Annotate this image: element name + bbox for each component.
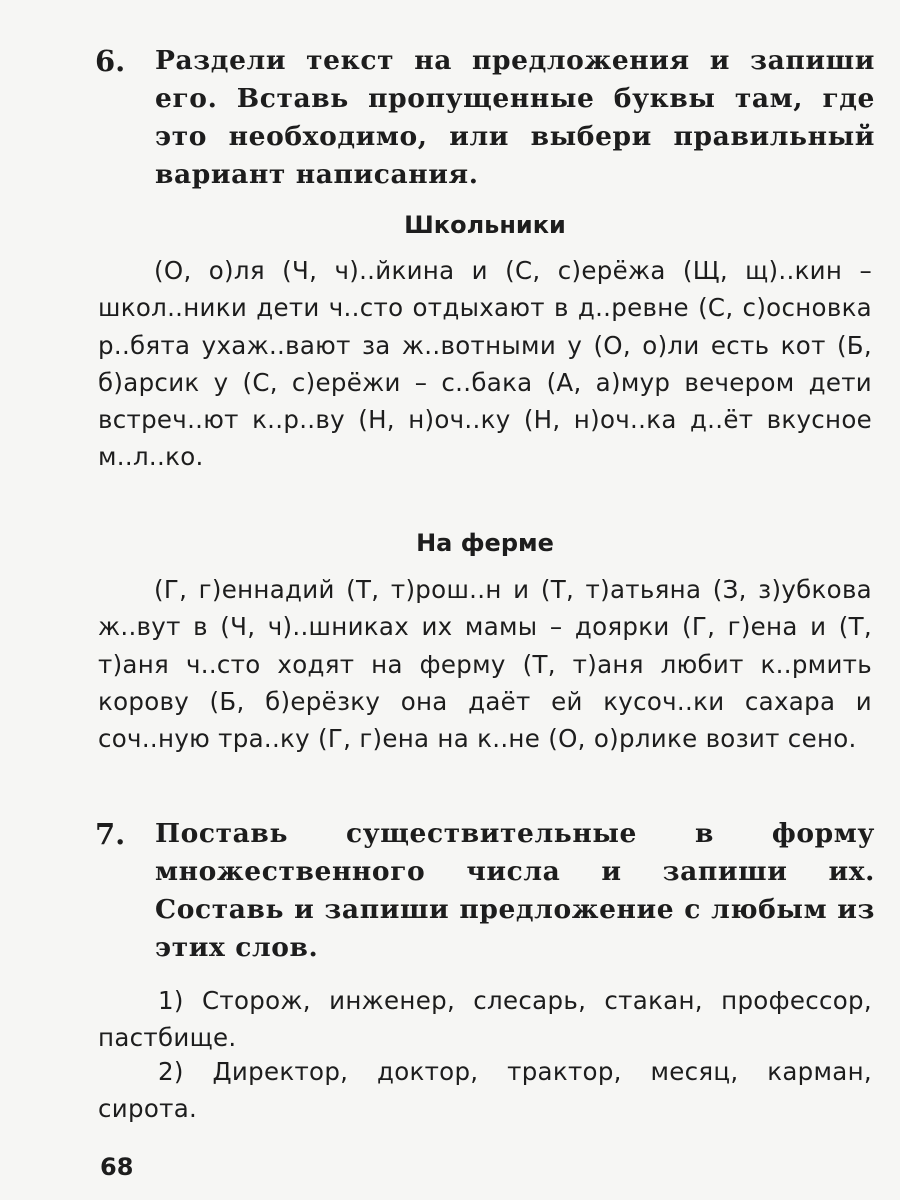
exercise-text: (Г, г)еннадий (Т, т)рош..н и (Т, т)атьяна (З, з)убкова ж..вут в (Ч, ч)..шниках их мамы – доярки (Г, г)ена и (Т, т)аня ч..сто ходят на ферму (Т, т)аня любит к..рмить корову (Б, б)ерёзку она даёт ей кусоч..ки сахара и соч..ную тра..ку (Г, г)ена на к..не (О, о)рлике возит сено. (98, 575, 872, 754)
text-title: На ферме (416, 529, 554, 557)
task-instruction: Раздели текст на предложения и запиши его. Вставь пропущенные буквы там, где это необходимо, или выбери правильный вариант написания. (155, 45, 875, 190)
task-instruction: Поставь существительные в форму множественного числа и запиши их. Составь и запиши предложение с любым из этих слов. (155, 818, 875, 963)
exercise-text: (О, о)ля (Ч, ч)..йкина и (С, с)ерёжа (Щ, щ)..кин – школ..ники дети ч..сто отдыхают в д..ревне (С, с)основка р..бята ухаж..вают за ж..вотными у (О, о)ли есть кот (Б, б)арсик у (С, с)ерёжи – с..бака (А, а)мур вечером дети встреч..ют к..р..ву (Н, н)оч..ку (Н, н)оч..ка д..ёт вкусное м..л..ко. (98, 256, 872, 472)
text-title: Школьники (404, 211, 566, 239)
task-7 (95, 815, 875, 967)
task-number: 7. (95, 817, 126, 851)
word-list-item: 1) Сторож, инженер, слесарь, стакан, профессор, пастбище. (98, 986, 872, 1052)
word-list-item: 2) Директор, доктор, трактор, месяц, карман, сирота. (98, 1057, 872, 1123)
task-number: 6. (95, 44, 126, 78)
task-6 (95, 42, 875, 194)
page-number: 68 (100, 1153, 134, 1181)
